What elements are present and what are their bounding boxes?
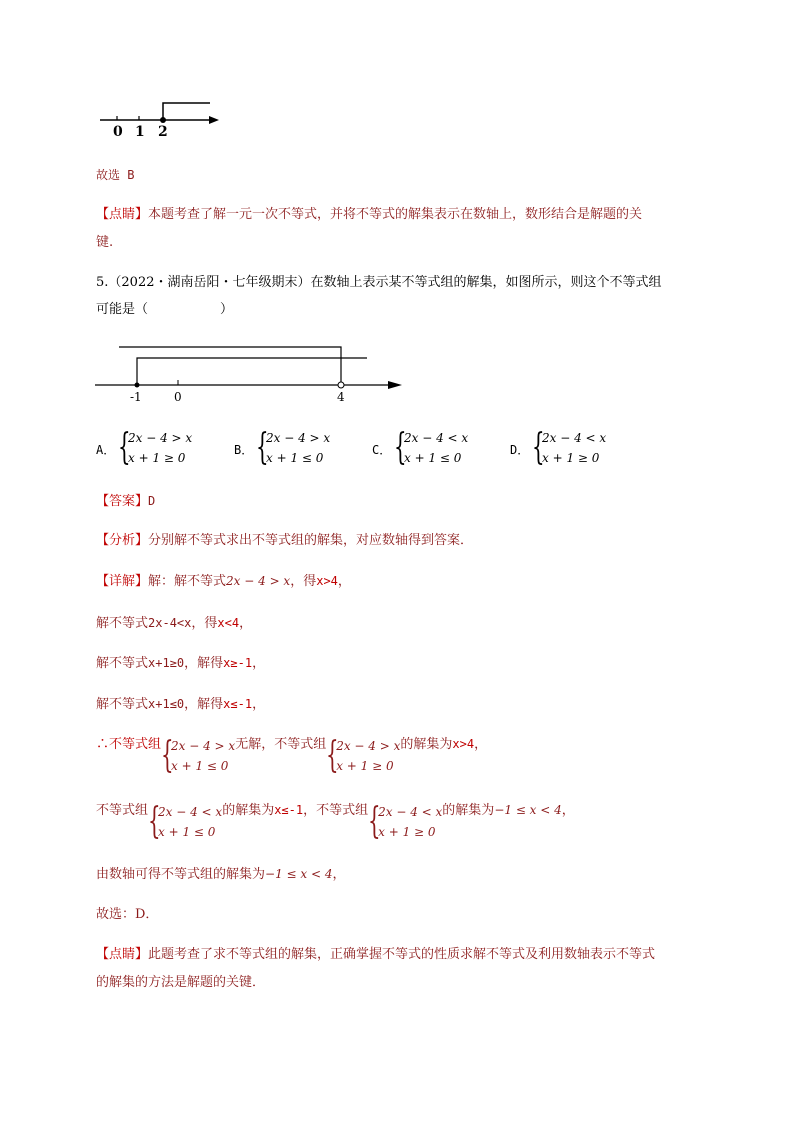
- detail-line3: 解不等式x+1≥0，解得x≥-1，: [96, 656, 266, 671]
- tick-label-2: 2: [158, 124, 168, 140]
- comment-tag: 【点睛】: [96, 207, 149, 222]
- comment-2-line1: 【点睛】此题考查了求不等式组的解集，正确掌握不等式的性质求解不等式及利用数轴表示不等式: [96, 947, 656, 962]
- axis2-tick--1: -1: [130, 390, 142, 404]
- system-line1: ∴不等式组 { 2x − 4 > x x + 1 ≤ 0 无解，不等式组 { 2x − 4 > x x + 1 ≥ 0 的解集为x>4，: [96, 735, 488, 776]
- analysis: 【分析】分别解不等式求出不等式组的解集，对应数轴得到答案．: [96, 533, 474, 548]
- detail-line2: 解不等式2x-4<x，得x<4，: [96, 616, 253, 631]
- number-line-question: [92, 340, 407, 395]
- question-line2: 可能是（ ）: [96, 302, 234, 317]
- comment-2-line2: 的解集的方法是解题的关键．: [96, 975, 266, 990]
- tick-label-1: 1: [135, 124, 145, 140]
- conclusion: 由数轴可得不等式组的解集为−1 ≤ x < 4，: [96, 867, 346, 882]
- tick-label-0: 0: [113, 124, 123, 140]
- answer: 【答案】D: [96, 494, 156, 509]
- axis2-tick-0: 0: [174, 390, 182, 404]
- detail-line1: 【详解】解：解不等式2x − 4 > x，得x>4，: [96, 574, 351, 589]
- detail-line4: 解不等式x+1≤0，解得x≤-1，: [96, 697, 266, 712]
- choice-d: 故选：D．: [96, 907, 159, 922]
- question-line1: 5.（2022・湖南岳阳・七年级期末）在数轴上表示某不等式组的解集，如图所示，则这个不等式组: [96, 275, 662, 290]
- comment-1-line2: 键.: [96, 235, 114, 250]
- axis2-tick-4: 4: [337, 390, 345, 404]
- choice-b: 故选 B: [96, 168, 135, 182]
- comment-1-line1: 【点睛】本题考查了解一元一次不等式，并将不等式的解集表示在数轴上，数形结合是解题的关: [96, 207, 643, 222]
- system-line2: 不等式组 { 2x − 4 < x x + 1 ≤ 0 的解集为x≤-1，不等式组 { 2x − 4 < x x + 1 ≥ 0 的解集为−1 ≤ x < 4，: [96, 801, 575, 842]
